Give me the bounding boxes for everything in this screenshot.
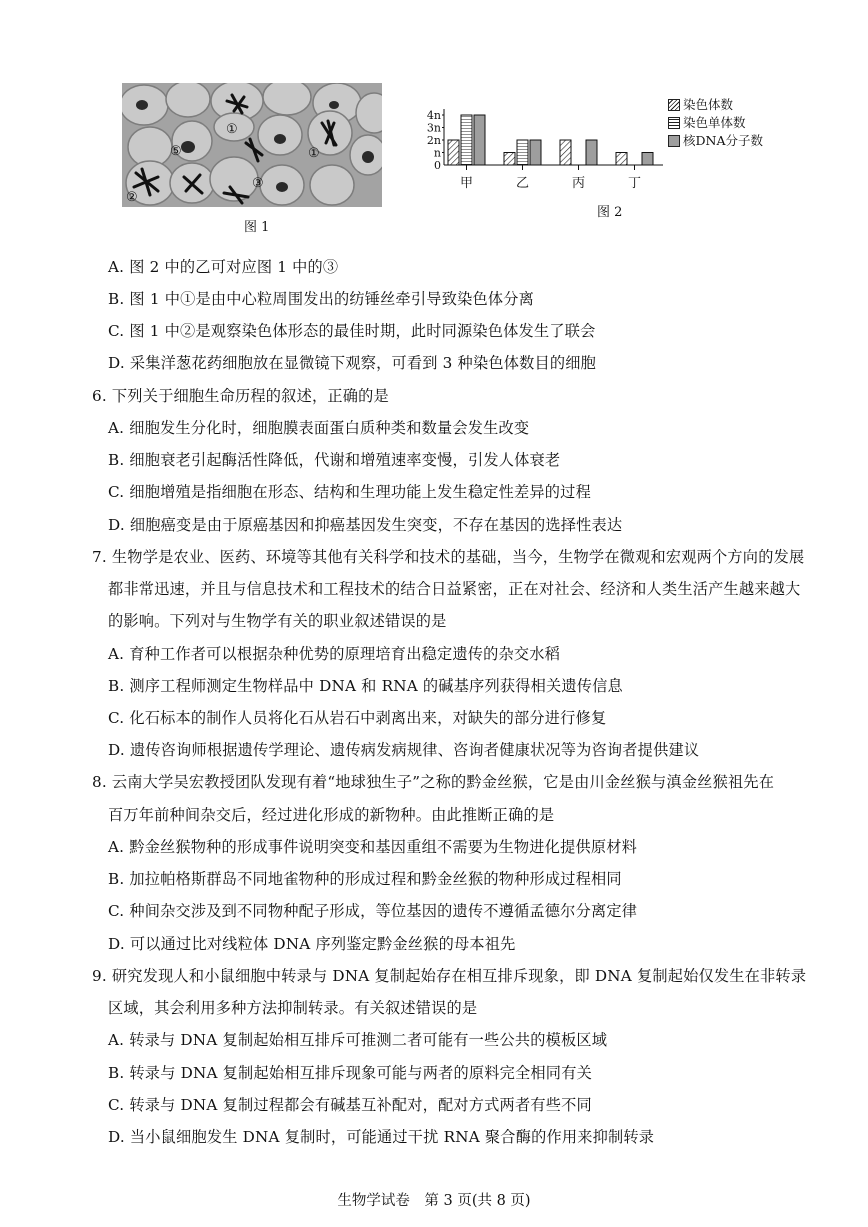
q7-option-a: A. 育种工作者可以根据杂种优势的原理培育出稳定遗传的杂交水稻 [108,645,561,663]
q9-option-d: D. 当小鼠细胞发生 DNA 复制时，可能通过干扰 RNA 聚合酶的作用来抑制转录 [108,1128,655,1146]
x-category-label: 丙 [571,176,586,191]
legend-item-chromatid: 染色单体数 [668,114,763,132]
q6-option-d: D. 细胞癌变是由于原癌基因和抑癌基因发生突变，不存在基因的选择性表达 [108,516,623,534]
q7-option-d: D. 遗传咨询师根据遗传学理论、遗传病发病规律、咨询者健康状况等为咨询者提供建议 [108,741,700,759]
q7-stem-line-3: 的影响。下列对与生物学有关的职业叙述错误的是 [108,612,447,630]
q6-option-b: B. 细胞衰老引起酶活性降低，代谢和增殖速率变慢，引发人体衰老 [108,451,561,469]
x-category-label: 乙 [515,176,530,191]
q7-stem-line-1: 7. 生物学是农业、医药、环境等其他有关科学和技术的基础，当今，生物学在微观和宏观两个方向的发展 [92,548,805,566]
x-category-label: 丁 [627,176,642,191]
q8-stem-line-1: 8. 云南大学吴宏教授团队发现有着“地球独生子”之称的黔金丝猴，它是由川金丝猴与滇金丝猴祖先在 [92,773,775,791]
fig1-label-5: ⑤ [170,144,182,159]
page-footer: 生物学试卷 第 3 页(共 8 页) [337,1193,531,1209]
y-tick-label: n [433,146,441,160]
q9-stem-line-1: 9. 研究发现人和小鼠细胞中转录与 DNA 复制起始存在相互排斥现象，即 DNA 复制起始仅发生在非转录 [92,967,807,985]
q8-stem-line-2: 百万年前种间杂交后，经过进化形成的新物种。由此推断正确的是 [108,806,555,824]
q9-option-b: B. 转录与 DNA 复制起始相互排斥现象可能与两者的原料完全相同有关 [108,1064,592,1082]
q7-stem-line-2: 都非常迅速，并且与信息技术和工程技术的结合日益紧密，正在对社会、经济和人类生活产生越来越大 [108,580,801,598]
fig1-label-1a: ① [226,122,238,137]
y-tick-label: 4n [426,109,441,122]
q9-option-a: A. 转录与 DNA 复制起始相互排斥可推测二者可能有一些公共的模板区域 [108,1031,608,1049]
q8-option-b: B. 加拉帕格斯群岛不同地雀物种的形成过程和黔金丝猴的物种形成过程相同 [108,870,622,888]
q7-option-c: C. 化石标本的制作人员将化石从岩石中剥离出来，对缺失的部分进行修复 [108,709,607,727]
q8-option-a: A. 黔金丝猴物种的形成事件说明突变和基因重组不需要为生物进化提供原材料 [108,838,638,856]
q8-option-c: C. 种间杂交涉及到不同物种配子形成，等位基因的遗传不遵循孟德尔分离定律 [108,902,638,920]
y-tick-label: 3n [426,121,441,135]
q6-stem: 6. 下列关于细胞生命历程的叙述，正确的是 [92,387,389,405]
q6-option-c: C. 细胞增殖是指细胞在形态、结构和生理功能上发生稳定性差异的过程 [108,483,591,501]
q8-option-d: D. 可以通过比对线粒体 DNA 序列鉴定黔金丝猴的母本祖先 [108,935,516,953]
q9-stem-line-2: 区域，其会利用多种方法抑制转录。有关叙述错误的是 [108,999,478,1017]
fig1-label-3: ③ [252,176,264,191]
q5-option-c: C. 图 1 中②是观察染色体形态的最佳时期，此时同源染色体发生了联会 [108,322,596,340]
figure-2-caption: 图 2 [597,205,623,220]
legend-item-chromosome: 染色体数 [668,96,763,114]
fig1-label-1b: ① [308,146,320,161]
q5-option-b: B. 图 1 中①是由中心粒周围发出的纺锤丝牵引导致染色体分离 [108,290,535,308]
x-category-label: 甲 [459,176,474,191]
fig1-label-2: ② [126,190,138,205]
y-tick-label: 0 [434,159,441,172]
q6-option-a: A. 细胞发生分化时，细胞膜表面蛋白质种类和数量会发生改变 [108,419,530,437]
q7-option-b: B. 测序工程师测定生物样品中 DNA 和 RNA 的碱基序列获得相关遗传信息 [108,677,623,695]
q5-option-a: A. 图 2 中的乙可对应图 1 中的③ [108,258,339,276]
q5-option-d: D. 采集洋葱花药细胞放在显微镜下观察，可看到 3 种染色体数目的细胞 [108,354,597,372]
legend-item-dna: 核DNA分子数 [668,132,763,150]
figure-1-caption: 图 1 [244,220,270,235]
q9-option-c: C. 转录与 DNA 复制过程都会有碱基互补配对，配对方式两者有些不同 [108,1096,592,1114]
y-tick-label: 2n [426,134,441,147]
